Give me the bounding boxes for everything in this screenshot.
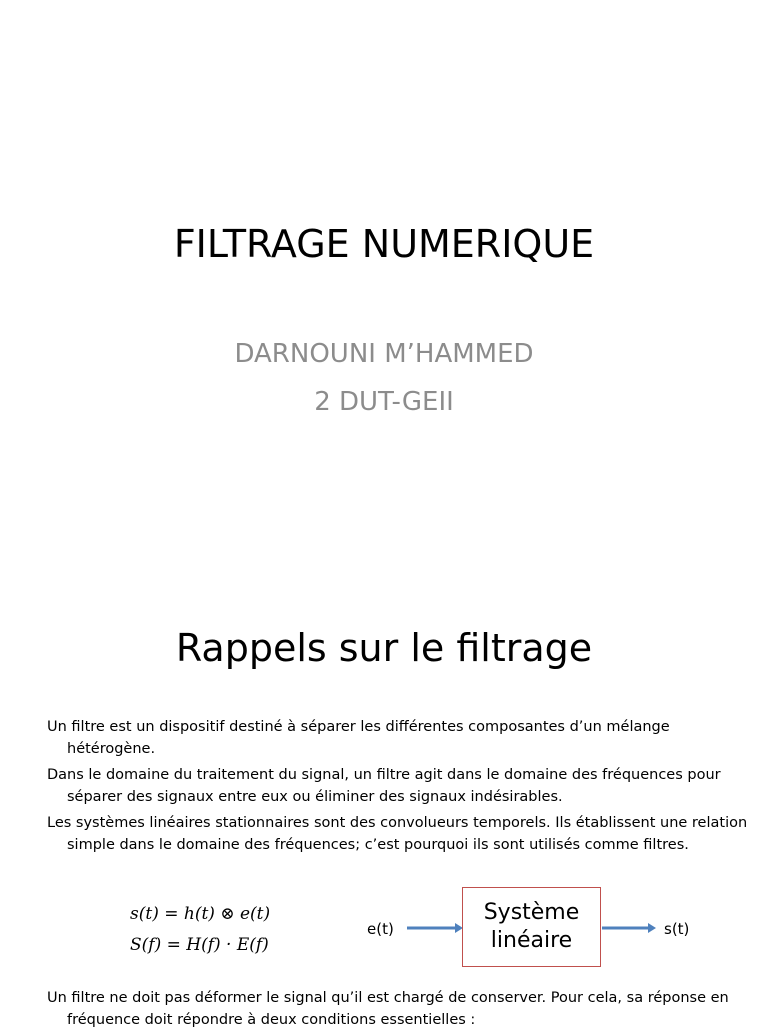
slide-title: FILTRAGE NUMERIQUE: [173, 222, 595, 266]
paragraph: Les systèmes linéaires stationnaires sont des convolueurs temporels. Ils établissent une relation simple dans le domaine des fréquences; c’est pourquoi ils sont utilisés comme filtres.: [47, 815, 748, 853]
output-signal-label: s(t): [664, 920, 690, 938]
content-slide: [0, 576, 768, 1028]
slide-title: Rappels sur le filtrage: [175, 626, 593, 670]
paragraph: Un filtre est un dispositif destiné à séparer les différentes composantes d’un mélange hétérogène.: [47, 719, 670, 757]
paragraph: Dans le domaine du traitement du signal, un filtre agit dans le domaine des fréquences pour séparer des signaux entre eux ou éliminer des signaux indésirables.: [47, 767, 721, 805]
class-name: 2 DUT-GEII: [314, 387, 454, 417]
input-arrow-icon: [407, 922, 463, 934]
input-signal-label: e(t): [367, 920, 394, 938]
block-label-line2: linéaire: [490, 928, 573, 953]
frequency-formula: S(f) = H(f) · E(f): [130, 935, 269, 955]
linear-system-block: [462, 887, 601, 967]
author-name: DARNOUNI M’HAMMED: [234, 339, 534, 369]
convolution-formula: s(t) = h(t) ⊗ e(t): [130, 904, 271, 924]
output-arrow-icon: [602, 922, 656, 934]
block-label-line1: Système: [483, 900, 580, 925]
paragraph: Un filtre ne doit pas déformer le signal qu’il est chargé de conserver. Pour cela, sa réponse en fréquence doit répondre à deux conditions essentielles :: [47, 990, 729, 1028]
